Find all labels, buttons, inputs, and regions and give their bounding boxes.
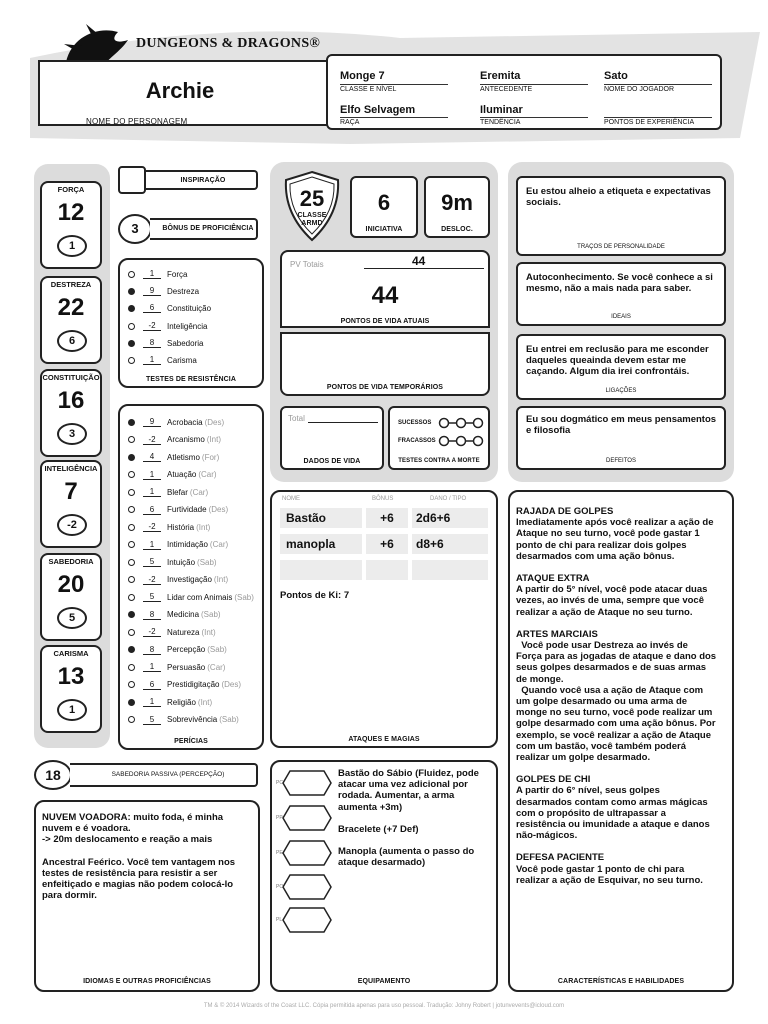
max-hp-line [364, 268, 484, 269]
proficiency-dot[interactable] [128, 454, 135, 461]
feature-line [516, 841, 732, 852]
coin-sp-icon[interactable] [282, 805, 332, 831]
save-label: Sabedoria [167, 338, 204, 348]
skill-row[interactable] [128, 694, 212, 710]
save-row[interactable] [128, 335, 203, 351]
proficiency-dot[interactable] [128, 716, 135, 723]
save-value[interactable]: 1 [143, 355, 161, 365]
skill-label: Prestidigitação [167, 680, 220, 689]
skill-value[interactable]: 8 [143, 610, 161, 620]
proficiencies-panel [34, 800, 260, 992]
equipment-line: Bastão do Sábio (Fluidez, pode [338, 768, 479, 779]
equipment-line: ataque desarmado) [338, 857, 426, 869]
skill-row[interactable] [128, 502, 228, 518]
skill-attribute: (Sab) [197, 557, 217, 567]
proficiency-dot[interactable] [128, 271, 135, 278]
proficiency-dot[interactable] [128, 594, 135, 601]
skills-title: PERÍCIAS [174, 738, 208, 745]
feature-line: monge no seu turno, você pode realizar um [516, 707, 713, 719]
skill-attribute: (For) [201, 452, 220, 462]
temp-hp-label: PONTOS DE VIDA TEMPORÁRIOS [326, 384, 444, 391]
save-value[interactable]: 9 [143, 286, 161, 296]
equipment-list[interactable] [338, 768, 494, 868]
attribute-modifier[interactable]: 6 [57, 330, 87, 352]
save-label: Carisma [167, 355, 197, 365]
saving-throws-title: TESTES DE RESISTÊNCIA [145, 376, 236, 383]
speed-label: DESLOC. [441, 226, 473, 233]
coin-gp-icon[interactable] [282, 874, 332, 900]
attribute-score[interactable]: 12 [57, 199, 85, 226]
skill-attribute: (Car) [209, 540, 229, 549]
skill-value[interactable]: 5 [143, 557, 161, 567]
current-hp-label: PONTOS DE VIDA ATUAIS [340, 318, 430, 325]
bonds-box[interactable] [516, 334, 726, 400]
ideals-box[interactable] [516, 262, 726, 326]
temp-hit-points-box[interactable] [280, 332, 490, 396]
skill-value[interactable]: 9 [143, 417, 161, 427]
attribute-score[interactable]: 13 [57, 663, 85, 690]
character-name-label: NOME DO PERSONAGEM [86, 117, 188, 126]
proficiency-dot[interactable] [128, 576, 135, 583]
proficiency-line [42, 846, 258, 857]
skill-value[interactable]: 1 [143, 662, 161, 672]
save-value[interactable]: 6 [143, 303, 161, 313]
attribute-dexterity [40, 276, 102, 364]
feature-line: golpe desarmado com uma ação bônus. Por [516, 718, 716, 730]
proficiency-line: nuvem e é voadora. [42, 823, 131, 835]
skill-value[interactable]: 6 [143, 505, 161, 515]
attribute-modifier[interactable]: 1 [57, 699, 87, 721]
coin-ep-label: PE [276, 850, 283, 856]
death-fail-circles[interactable] [438, 435, 484, 447]
proficiency-dot[interactable] [128, 629, 135, 636]
feature-line: ATAQUE EXTRA [516, 573, 590, 585]
alignment-label: TENDÊNCIA [480, 117, 588, 126]
attribute-name: SABEDORIA [48, 557, 94, 566]
attribute-modifier[interactable]: -2 [57, 514, 87, 536]
feature-line: RAJADA DE GOLPES [516, 506, 614, 517]
skill-value[interactable]: 5 [143, 715, 161, 725]
feature-line: Você pode usar Destreza ao invés de [516, 640, 688, 652]
proficiency-line: enfeitiçado e magias não podem colocá-lo [42, 879, 234, 891]
skill-label: Medicina [167, 610, 200, 619]
proficiency-dot[interactable] [128, 559, 135, 566]
proficiency-dot[interactable] [128, 611, 135, 618]
feature-line: realizar a ação de Esquivar, no seu turno. [516, 874, 703, 886]
attacks-title: ATAQUES E MAGIAS [348, 736, 420, 743]
logo-text: DUNGEONS & DRAGONS® [136, 36, 321, 51]
feature-line: com um bastão, você também poderá [516, 740, 686, 752]
skill-value[interactable]: 1 [143, 540, 161, 550]
personality-label: TRAÇOS DE PERSONALIDADE [577, 244, 665, 250]
skill-label: Intimidação [167, 540, 208, 549]
initiative-label: INICIATIVA [365, 226, 403, 233]
feature-line: com o propósito de ultrapassar a [516, 807, 666, 819]
feature-line: A partir do 5° nível, você pode atacar duas [516, 584, 708, 596]
skill-row[interactable] [128, 467, 217, 483]
feature-line: GOLPES DE CHI [516, 774, 591, 786]
skill-row[interactable] [128, 572, 228, 588]
save-value[interactable]: -2 [143, 321, 161, 331]
equipment-line: atacar uma vez adicional por [338, 779, 468, 791]
skill-row[interactable] [128, 712, 239, 728]
skill-value[interactable]: 1 [143, 487, 161, 497]
skills-panel [118, 404, 264, 750]
character-name[interactable]: Archie [145, 78, 215, 103]
race-value[interactable]: Elfo Selvagem [340, 104, 416, 116]
feature-line: de monge. [516, 673, 564, 685]
skill-label: Religião [167, 697, 196, 707]
proficiency-dot[interactable] [128, 541, 135, 548]
skill-value[interactable]: 8 [143, 645, 161, 655]
skill-row[interactable] [128, 554, 217, 570]
passive-perception-label: SABEDORIA PASSIVA (PERCEPÇÃO) [111, 771, 225, 778]
skill-attribute: (Sab) [207, 645, 227, 654]
xp-label: PONTOS DE EXPERIÊNCIA [604, 117, 712, 126]
skill-attribute: (Int) [213, 575, 229, 584]
skill-label: Sobrevivência [167, 715, 218, 724]
personality-text: Eu estou alheio a etiqueta e expectativas sociais. [526, 186, 711, 209]
saving-throws-panel [118, 258, 264, 388]
proficiency-dot[interactable] [128, 664, 135, 671]
flaws-text: Eu sou dogmático em meus pensamentos e filosofia [526, 414, 717, 437]
save-value[interactable]: 8 [143, 338, 161, 348]
save-row[interactable] [128, 300, 211, 316]
save-row[interactable] [128, 318, 207, 334]
attribute-modifier[interactable]: 5 [57, 607, 87, 629]
speed-box [424, 176, 490, 238]
save-label: Força [167, 269, 188, 279]
equipment-line: Bracelete (+7 Def) [338, 823, 419, 835]
skill-label: Furtividade [167, 505, 207, 514]
feature-line: exemplo, se você realizar a ação de Ataque [516, 729, 712, 741]
player-name-label: NOME DO JOGADOR [604, 84, 712, 93]
personality-box[interactable] [516, 176, 726, 256]
proficiency-dot[interactable] [128, 419, 135, 426]
save-label: Destreza [167, 286, 200, 296]
attribute-strength [40, 181, 102, 269]
hit-dice-total-label: Total [288, 414, 305, 423]
proficiency-dot[interactable] [128, 699, 135, 706]
proficiency-dot[interactable] [128, 646, 135, 653]
death-fail-label: FRACASSOS [398, 438, 436, 444]
feature-line [516, 618, 732, 629]
proficiency-line: Ancestral Feérico. Você tem vantagem nos [42, 856, 236, 868]
feature-line: vezes, ao invés de uma, sempre que você [516, 595, 704, 607]
attack-name[interactable]: Bastão [280, 508, 362, 528]
attribute-intelligence [40, 460, 102, 548]
feature-line: resistência ou imunidade a ataque e danos [516, 819, 710, 831]
save-row[interactable] [128, 352, 197, 368]
armor-class-label: CLASSE ARMD [297, 212, 327, 227]
class-level-label: CLASSE E NÍVEL [340, 84, 448, 93]
attribute-modifier[interactable]: 3 [57, 423, 87, 445]
attribute-score[interactable]: 7 [64, 478, 78, 505]
skill-row[interactable] [128, 432, 221, 448]
equipment-title: EQUIPAMENTO [357, 978, 411, 985]
proficiency-dot[interactable] [128, 305, 135, 312]
skill-value[interactable]: 1 [143, 697, 161, 707]
attribute-name: CONSTITUIÇÃO [42, 373, 100, 382]
feature-line: Você pode gastar 1 ponto de chi para [516, 863, 685, 875]
proficiency-line: testes de resistência para resistir a ser [42, 867, 218, 879]
attribute-charisma [40, 645, 102, 733]
background-label: ANTECEDENTE [480, 84, 588, 93]
skill-row[interactable] [128, 589, 254, 605]
skill-row[interactable] [128, 414, 224, 430]
skill-label: Percepção [167, 645, 206, 654]
skill-attribute: (Int) [206, 435, 222, 444]
skill-attribute: (Des) [208, 505, 229, 514]
attack-damage[interactable]: 2d6+6 [412, 508, 488, 528]
skill-value[interactable]: 1 [143, 470, 161, 480]
skill-row[interactable] [128, 642, 227, 658]
equipment-line [338, 813, 494, 824]
character-info-box [326, 54, 722, 130]
skill-value[interactable]: 5 [143, 592, 161, 602]
skill-row[interactable] [128, 624, 216, 640]
features-text[interactable] [516, 506, 732, 886]
alignment-value[interactable]: Iluminar [480, 104, 523, 116]
attack-bonus[interactable]: +6 [366, 508, 408, 528]
feature-line: Quando você usa a ação de Ataque com [516, 684, 704, 696]
skill-label: Natureza [167, 627, 200, 637]
skill-attribute: (Sab) [201, 610, 221, 619]
proficiency-line: NUVEM VOADORA: muito foda, é minha [42, 812, 224, 823]
skill-value[interactable]: -2 [143, 627, 161, 637]
skill-value[interactable]: -2 [143, 522, 161, 532]
attribute-name: DESTREZA [50, 280, 92, 289]
proficiency-line: para dormir. [42, 890, 97, 902]
features-title: CARACTERÍSTICAS E HABILIDADES [557, 978, 685, 985]
attack-damage[interactable]: d8+6 [412, 534, 488, 554]
skill-attribute: (Sab) [234, 592, 254, 602]
attack-bonus[interactable]: +6 [366, 534, 408, 554]
proficiency-dot[interactable] [128, 436, 135, 443]
ideals-text: Autoconhecimento. Se você conhece a si mesmo, não a mais nada para saber. [526, 272, 713, 295]
coin-ep-icon[interactable] [282, 840, 332, 866]
armor-class-value[interactable]: 25 [299, 186, 325, 211]
hit-points-box [280, 250, 490, 328]
coin-cp-label: PC [276, 780, 283, 786]
flaws-label: DEFEITOS [606, 458, 636, 464]
proficiency-bonus-value[interactable]: 3 [118, 214, 152, 244]
proficiency-dot[interactable] [128, 506, 135, 513]
skill-attribute: (Des) [221, 680, 242, 689]
feature-line: Ataque no seu turno, você pode gastar 1 [516, 528, 700, 540]
attacks-panel [270, 490, 498, 748]
skill-attribute: (Car) [207, 662, 226, 672]
feature-line: desarmados com uma ação bônus. [516, 550, 675, 562]
skill-label: História [167, 522, 195, 532]
proficiency-dot[interactable] [128, 471, 135, 478]
feature-line: não-mágicos. [516, 830, 578, 842]
ideals-label: IDEAIS [611, 314, 631, 320]
skill-label: Investigação [167, 575, 212, 584]
features-panel [508, 490, 734, 992]
attribute-wisdom [40, 553, 102, 641]
attribute-modifier[interactable]: 1 [57, 235, 87, 257]
skill-label: Lidar com Animais [167, 592, 233, 602]
feature-line: ARTES MARCIAIS [516, 628, 598, 640]
attribute-name: FORÇA [57, 185, 85, 194]
feature-line: ponto de chi para realizar dois golpes [516, 539, 687, 551]
class-level-value[interactable]: Monge 7 [340, 70, 385, 82]
skill-attribute: (Car) [189, 487, 209, 497]
background-value[interactable]: Eremita [480, 70, 521, 82]
coin-pp-label: PL [276, 917, 283, 923]
current-hp-value[interactable]: 44 [371, 282, 399, 309]
hit-dice-label: DADOS DE VIDA [303, 458, 361, 465]
skill-attribute: (Car) [198, 470, 217, 479]
attack-name[interactable]: manopla [280, 534, 362, 554]
death-saves-box [388, 406, 490, 470]
save-row[interactable] [128, 283, 199, 299]
skill-label: Arcanismo [167, 435, 205, 444]
proficiency-dot[interactable] [128, 681, 135, 688]
attacks-col-damage: DANO / TIPO [430, 496, 467, 502]
feature-line: seus golpes desarmados e de suas armas [516, 662, 707, 674]
speed-value[interactable]: 9m [441, 190, 473, 215]
attack-bonus-empty[interactable] [366, 560, 408, 580]
max-hp-value[interactable]: 44 [412, 254, 426, 268]
feature-line: DEFESA PACIENTE [516, 852, 605, 864]
skill-label: Atuação [167, 470, 197, 479]
feature-line [516, 763, 732, 774]
proficiency-dot[interactable] [128, 323, 135, 330]
proficiency-dot[interactable] [128, 340, 135, 347]
initiative-box [350, 176, 418, 238]
skill-row[interactable] [128, 484, 208, 500]
feature-line: desarmados contam como armas mágicas [516, 796, 708, 808]
skill-row[interactable] [128, 537, 228, 553]
equipment-line: rodada. Aumentar, a arma [338, 790, 455, 802]
skill-row[interactable] [128, 449, 219, 465]
attribute-score[interactable]: 16 [57, 387, 85, 414]
feature-line: A partir do 6° nível, seus golpes [516, 785, 660, 797]
inspiration-label: INSPIRAÇÃO [180, 177, 226, 184]
skill-label: Persuasão [167, 662, 206, 672]
skill-attribute: (Int) [197, 697, 213, 707]
death-saves-label: TESTES CONTRA A MORTE [398, 458, 480, 464]
flaws-box[interactable] [516, 406, 726, 470]
save-value[interactable]: 1 [143, 269, 161, 279]
hit-dice-total-line [308, 422, 378, 423]
attack-damage-empty[interactable] [412, 560, 488, 580]
skill-row[interactable] [128, 607, 221, 623]
skill-value[interactable]: -2 [143, 435, 161, 445]
skill-row[interactable] [128, 659, 225, 675]
attribute-name: CARISMA [53, 649, 89, 658]
attribute-name: INTELIGÊNCIA [44, 464, 98, 473]
attribute-score[interactable]: 20 [57, 571, 85, 598]
proficiency-dot[interactable] [128, 357, 135, 364]
hit-dice-box [280, 406, 384, 470]
skill-attribute: (Int) [201, 627, 216, 637]
skill-value[interactable]: 6 [143, 680, 161, 690]
initiative-value[interactable]: 6 [377, 190, 391, 215]
attribute-score[interactable]: 22 [57, 294, 85, 321]
skill-value[interactable]: -2 [143, 575, 161, 585]
attacks-col-bonus: BÔNUS [372, 496, 394, 502]
skill-row[interactable] [128, 519, 210, 535]
death-success-label: SUCESSOS [398, 420, 432, 426]
feature-line: um golpe desarmado ou uma arma de [516, 696, 688, 708]
skill-label: Acrobacia [167, 417, 203, 427]
feature-line [516, 562, 732, 573]
skill-attribute: (Sab) [219, 715, 239, 724]
skill-label: Blefar [167, 487, 188, 497]
proficiency-dot[interactable] [128, 288, 135, 295]
skill-label: Atletismo [167, 452, 200, 462]
proficiencies-title: IDIOMAS E OUTRAS PROFICIÊNCIAS [83, 978, 211, 985]
save-label: Constituição [167, 303, 212, 313]
death-success-circles[interactable] [438, 417, 484, 429]
max-hp-label: PV Totais [290, 260, 324, 269]
bonds-text: Eu entrei em reclusão para me esconder daqueles queainda devem estar me caçando. Algum dia irei confrontáis. [526, 344, 709, 378]
coin-cp-icon[interactable] [282, 770, 332, 796]
proficiency-dot[interactable] [128, 524, 135, 531]
passive-perception-value[interactable]: 18 [34, 760, 72, 790]
save-label: Inteligência [167, 321, 208, 331]
equipment-line [338, 835, 494, 846]
coin-pp-icon[interactable] [282, 907, 332, 933]
bonds-label: LIGAÇÕES [605, 388, 637, 394]
skill-value[interactable]: 4 [143, 452, 161, 462]
footer-copyright: TM & © 2014 Wizards of the Coast LLC. Cópia permitida apenas para uso pessoal. Tradução: Johny Robert | jotunvevents@icloud.com [203, 1003, 565, 1009]
coin-gp-label: PO [276, 884, 284, 890]
equipment-line: Manopla (aumenta o passo do [338, 846, 475, 858]
skill-row[interactable] [128, 677, 241, 693]
proficiency-dot[interactable] [128, 489, 135, 496]
save-row[interactable] [128, 266, 187, 282]
attacks-col-name: NOME [282, 496, 300, 502]
skill-label: Intuição [167, 557, 196, 567]
proficiency-bonus-label: BÔNUS DE PROFICIÊNCIA [162, 225, 254, 232]
coin-sp-label: PP [276, 815, 283, 821]
feature-line: Imediatamente após você realizar a ação de [516, 517, 714, 529]
skill-attribute: (Des) [204, 417, 225, 427]
equipment-line: aumenta +3m) [338, 801, 403, 813]
race-label: RAÇA [340, 117, 448, 126]
attacks-notes[interactable]: Pontos de Ki: 7 [280, 590, 350, 601]
proficiency-line: -> 20m deslocamento e reação a mais [42, 834, 213, 846]
inspiration-checkbox[interactable] [118, 166, 146, 194]
feature-line: realizar um golpe desarmado. [516, 752, 651, 764]
skill-attribute: (Int) [196, 522, 211, 532]
player-name-value[interactable]: Sato [604, 70, 628, 82]
attribute-constitution [40, 369, 102, 457]
attack-name-empty[interactable] [280, 560, 362, 580]
feature-line: realizar a ação de Ataque no seu turno. [516, 606, 693, 618]
feature-line: Força para as jogadas de ataque e dano dos [516, 651, 717, 663]
